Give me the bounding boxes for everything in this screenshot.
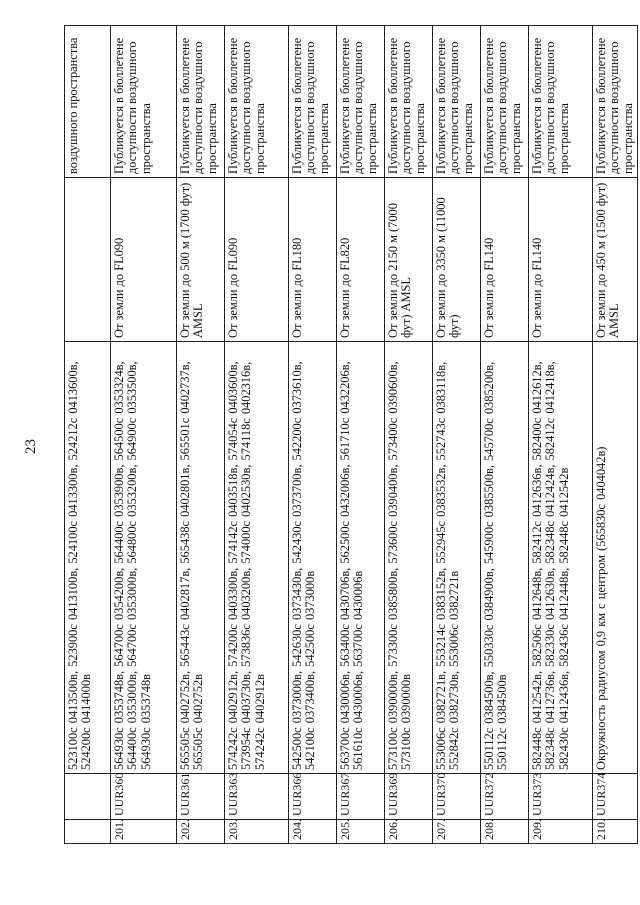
- zone-coordinates: 553006с 0382721в, 553214с 0383152в, 552945с 0383532в, 552743с 0383118в, 552842с 0382730в, 553006с 0382721в: [433, 342, 481, 774]
- zone-id: UUR373: [529, 774, 593, 820]
- vertical-limits: От земли до FL090: [111, 178, 177, 342]
- page-number: 23: [23, 439, 39, 454]
- row-number: 206.: [385, 820, 433, 844]
- zone-coordinates: 582448с 0412542в, 582506с 0412648в, 582412с 0412636в, 582400с 0412612в, 582348с 0412736в, 582330с 0412630в, 582348с 0412424в, 582412с 0412418в, 582430с 0412436в, 582436с 0412448в, 582448с 0412542в: [529, 342, 593, 774]
- table-row: [433, 26, 481, 844]
- row-number: [65, 820, 111, 844]
- table-row: [289, 26, 337, 844]
- row-number: 207.: [433, 820, 481, 844]
- zone-id: UUR374: [593, 774, 638, 820]
- vertical-limits: От земли до 500 м (1700 фут) AMSL: [177, 178, 225, 342]
- availability-note: Публикуется в бюллетене доступности воздушного пространства: [177, 26, 225, 178]
- zone-id: UUR360: [111, 774, 177, 820]
- availability-note: воздушного пространства: [65, 26, 111, 178]
- vertical-limits: От земли до 3350 м (11000 фут): [433, 178, 481, 342]
- zone-id: UUR367: [337, 774, 385, 820]
- zone-id: UUR361: [177, 774, 225, 820]
- zone-coordinates: 565505с 0402752в, 565443с 0402817в, 565438с 0402801в, 565501с 0402737в, 565505с 0402752в: [177, 342, 225, 774]
- vertical-limits: От земли до 450 м (1500 фут) AMSL: [593, 178, 638, 342]
- zone-coordinates: 542500с 0373000в, 542630с 0373430в, 542430с 0373700в, 542200с 0373610в, 542100с 0373400в, 542500с 0373000в: [289, 342, 337, 774]
- vertical-limits: [65, 178, 111, 342]
- row-number: 205.: [337, 820, 385, 844]
- availability-note: Публикуется в бюллетене доступности воздушного пространства: [481, 26, 529, 178]
- row-number: 208.: [481, 820, 529, 844]
- table-row: [593, 26, 638, 844]
- zone-id: UUR369: [385, 774, 433, 820]
- zone-id: [65, 774, 111, 820]
- availability-note: Публикуется в бюллетене доступности воздушного пространства: [433, 26, 481, 178]
- row-number: 203.: [225, 820, 289, 844]
- table-row: [529, 26, 593, 844]
- vertical-limits: От земли до FL140: [529, 178, 593, 342]
- row-number: 201.: [111, 820, 177, 844]
- zone-coordinates: 550112с 0384500в, 550330с 0384900в, 545900с 0385500в, 545700с 0385200в, 550112с 0384500в: [481, 342, 529, 774]
- zone-id: UUR372: [481, 774, 529, 820]
- vertical-limits: От земли до FL180: [289, 178, 337, 342]
- row-number: 202.: [177, 820, 225, 844]
- availability-note: Публикуется в бюллетене доступности воздушного пространства: [337, 26, 385, 178]
- airspace-zones-table: [64, 25, 638, 844]
- row-number: 210.: [593, 820, 638, 844]
- zone-coordinates: 564930с 0353748в, 564700с 0354200в, 564400с 0353900в, 564500с 0353324в, 564400с 0353000в, 564700с 0353000в, 564800с 0353200в, 564900с 0353500в, 564930с 0353748в: [111, 342, 177, 774]
- row-number: 204.: [289, 820, 337, 844]
- table-row: [385, 26, 433, 844]
- row-number: 209.: [529, 820, 593, 844]
- zone-coordinates: Окружность радиусом 0,9 км с центром (565830с 0404042в): [593, 342, 638, 774]
- availability-note: Публикуется в бюллетене доступности воздушного пространства: [111, 26, 177, 178]
- availability-note: Публикуется в бюллетене доступности воздушного пространства: [593, 26, 638, 178]
- availability-note: Публикуется в бюллетене доступности воздушного пространства: [529, 26, 593, 178]
- table-row: [65, 26, 111, 844]
- vertical-limits: От земли до FL090: [225, 178, 289, 342]
- availability-note: Публикуется в бюллетене доступности воздушного пространства: [289, 26, 337, 178]
- zone-id: UUR370: [433, 774, 481, 820]
- vertical-limits: От земли до FL140: [481, 178, 529, 342]
- vertical-limits: От земли до FL820: [337, 178, 385, 342]
- zone-id: UUR363: [225, 774, 289, 820]
- zone-id: UUR366: [289, 774, 337, 820]
- vertical-limits: От земли до 2150 м (7000 фут) AMSL: [385, 178, 433, 342]
- rotated-page-content: [64, 26, 635, 844]
- table-row: [177, 26, 225, 844]
- availability-note: Публикуется в бюллетене доступности воздушного пространства: [385, 26, 433, 178]
- zone-coordinates: 573100с 0390000в, 573300с 0385800в, 573600с 0390400в, 573400с 0390600в, 573100с 0390000в: [385, 342, 433, 774]
- table-row: [225, 26, 289, 844]
- zone-coordinates: 523100с 0413500в, 523900с 0413100в, 524100с 0413300в, 524212с 0413600в, 524200с 0414000в: [65, 342, 111, 774]
- table-row: [111, 26, 177, 844]
- table-row: [481, 26, 529, 844]
- zone-coordinates: 574242с 0402912в, 574200с 0403300в, 574142с 0403518в, 574054с 0403600в, 573954с 0403730в, 573836с 0403200в, 574000с 0402530в, 574118с 0402316в, 574242с 0402912в: [225, 342, 289, 774]
- zone-coordinates: 563700с 0430006в, 563400с 0430706в, 562500с 0432006в, 561710с 0432206в, 561610с 0430006в, 563700с 0430006в: [337, 342, 385, 774]
- table-row: [337, 26, 385, 844]
- availability-note: Публикуется в бюллетене доступности воздушного пространства: [225, 26, 289, 178]
